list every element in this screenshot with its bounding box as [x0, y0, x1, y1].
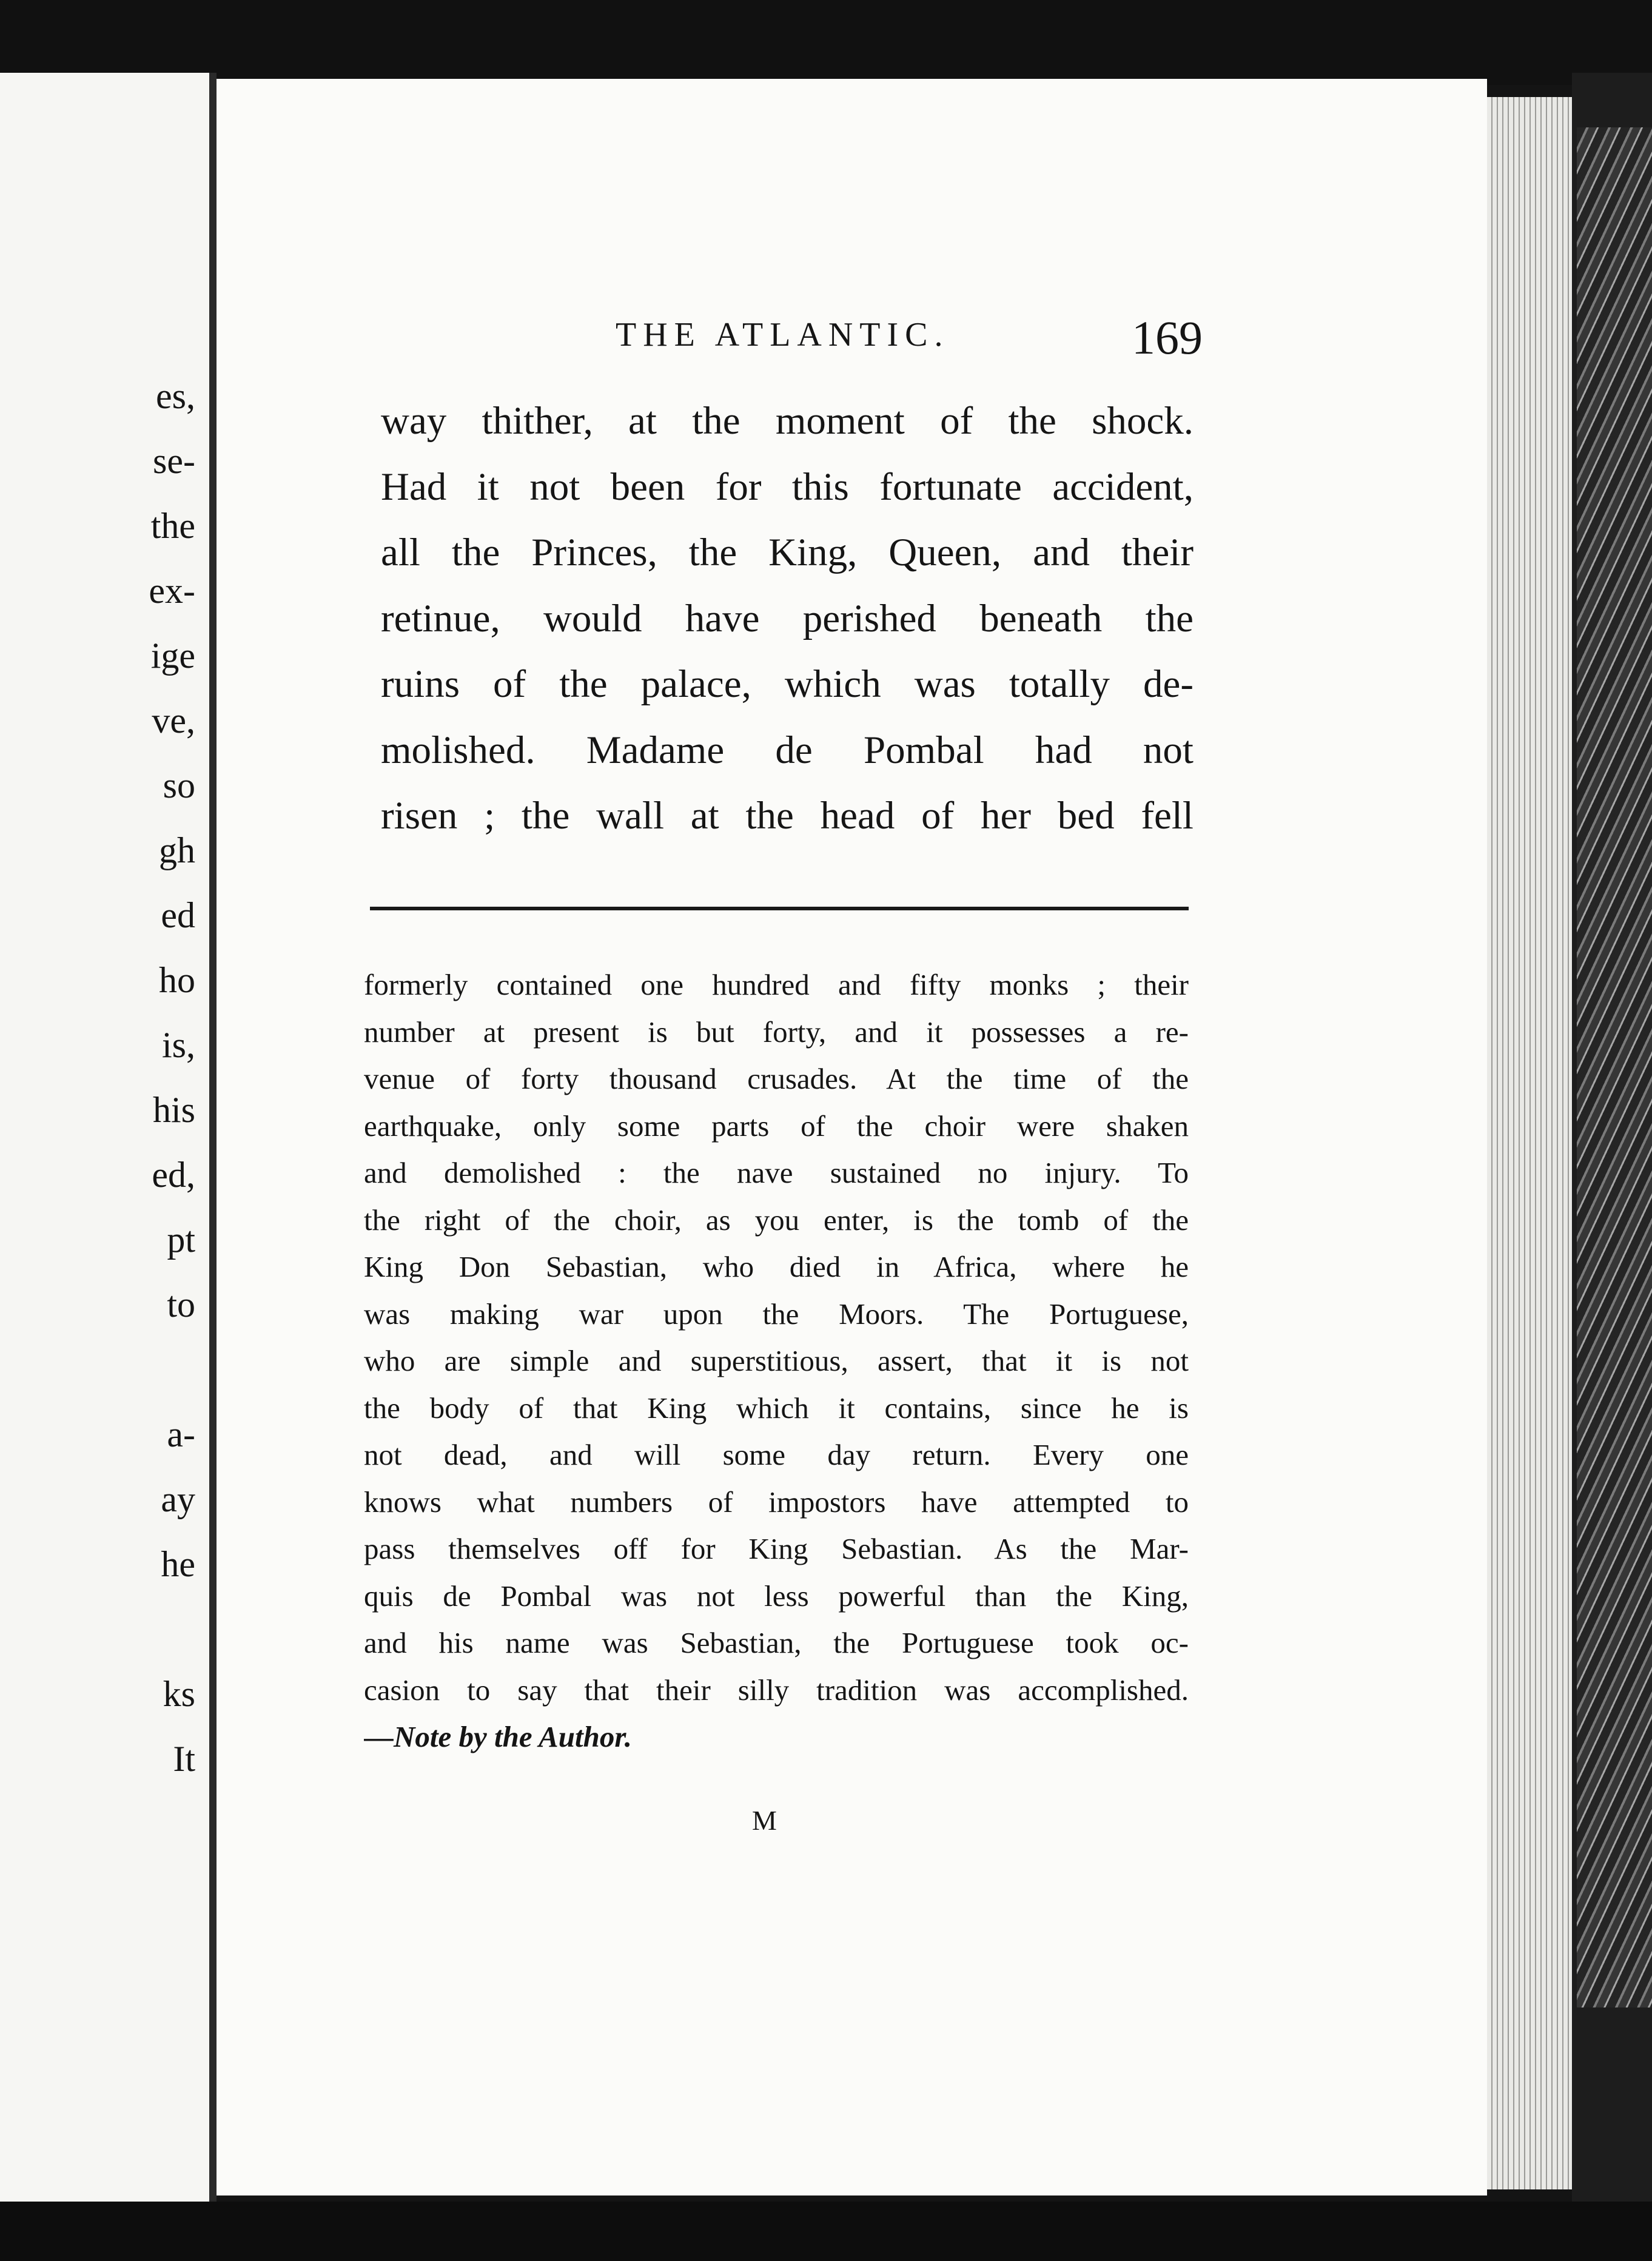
- footnote-line: pass themselves off for King Sebastian. As the Mar-: [364, 1532, 1189, 1565]
- footnote-line: formerly contained one hundred and fifty monks ; their: [364, 968, 1189, 1001]
- left-fragment: ige: [150, 636, 195, 676]
- left-fragment: se-: [153, 441, 195, 481]
- scan-top-border: [0, 0, 1652, 85]
- marbled-endpaper: [1577, 127, 1652, 2007]
- book-gutter: [209, 73, 217, 2202]
- footnote-line: casion to say that their silly tradition was accomplished.: [364, 1673, 1189, 1707]
- footnote-line: who are simple and superstitious, assert, that it is not: [364, 1344, 1189, 1377]
- signature-mark: M: [752, 1805, 777, 1836]
- footnote-line: and his name was Sebastian, the Portuguese took oc-: [364, 1626, 1189, 1659]
- text-line: way thither, at the moment of the shock.: [381, 399, 1194, 443]
- left-fragment: to: [167, 1285, 195, 1325]
- text-line: all the Princes, the King, Queen, and their: [381, 531, 1194, 574]
- left-fragment: It: [173, 1739, 195, 1779]
- footnote-line: quis de Pombal was not less powerful than the King,: [364, 1579, 1189, 1613]
- running-head: THE ATLANTIC.: [616, 316, 950, 354]
- left-fragment: he: [161, 1544, 195, 1584]
- left-fragment: ed: [161, 895, 195, 935]
- left-fragment: [0, 1597, 206, 1662]
- scan-bottom-border: [0, 2202, 1652, 2261]
- text-line: molished. Madame de Pombal had not: [381, 728, 1194, 772]
- left-fragment: ks: [163, 1674, 195, 1714]
- footnote-line: the right of the choir, as you enter, is the tomb of the: [364, 1203, 1189, 1237]
- left-fragment: a-: [167, 1414, 195, 1454]
- text-line: risen ; the wall at the head of her bed fell: [381, 794, 1194, 838]
- text-line: ruins of the palace, which was totally de-: [381, 662, 1194, 706]
- footnote-line: not dead, and will some day return. Every one: [364, 1438, 1189, 1471]
- left-fragment: ve,: [152, 700, 195, 741]
- footnote-line: and demolished : the nave sustained no injury. To: [364, 1156, 1189, 1189]
- left-fragment: so: [163, 765, 195, 805]
- left-fragment: ho: [159, 960, 195, 1000]
- footnote-line: earthquake, only some parts of the choir were shaken: [364, 1109, 1189, 1143]
- page-number: 169: [1132, 311, 1203, 364]
- footnote-block: [364, 961, 1189, 1761]
- left-fragment: ay: [161, 1479, 195, 1519]
- left-fragment: gh: [159, 830, 195, 870]
- left-fragment: es,: [156, 376, 195, 416]
- footnote-attribution: —Note by the Author.: [364, 1720, 632, 1753]
- left-fragment: is,: [161, 1025, 195, 1065]
- text-line: retinue, would have perished beneath the: [381, 596, 1194, 640]
- left-fragment: the: [150, 506, 195, 546]
- footnote-line: venue of forty thousand crusades. At the time of the: [364, 1062, 1189, 1095]
- left-fragment: ex-: [149, 571, 195, 611]
- text-line: Had it not been for this fortunate accident,: [381, 465, 1194, 509]
- left-fragment: his: [152, 1090, 195, 1130]
- left-fragment: pt: [167, 1220, 195, 1260]
- footnote-line: knows what numbers of impostors have attempted to: [364, 1485, 1189, 1519]
- left-fragment: ed,: [152, 1155, 195, 1195]
- left-fragment: [0, 1337, 206, 1402]
- footnote-line: was making war upon the Moors. The Portuguese,: [364, 1297, 1189, 1331]
- footnote-line: King Don Sebastian, who died in Africa, where he: [364, 1250, 1189, 1283]
- footnote-rule: [370, 907, 1189, 910]
- footnote-line: the body of that King which it contains, since he is: [364, 1391, 1189, 1425]
- page-fore-edge: [1487, 97, 1572, 2189]
- footnote-line: number at present is but forty, and it possesses a re-: [364, 1015, 1189, 1049]
- left-page-text-fragments: [0, 364, 206, 1792]
- main-text-block: [381, 388, 1194, 849]
